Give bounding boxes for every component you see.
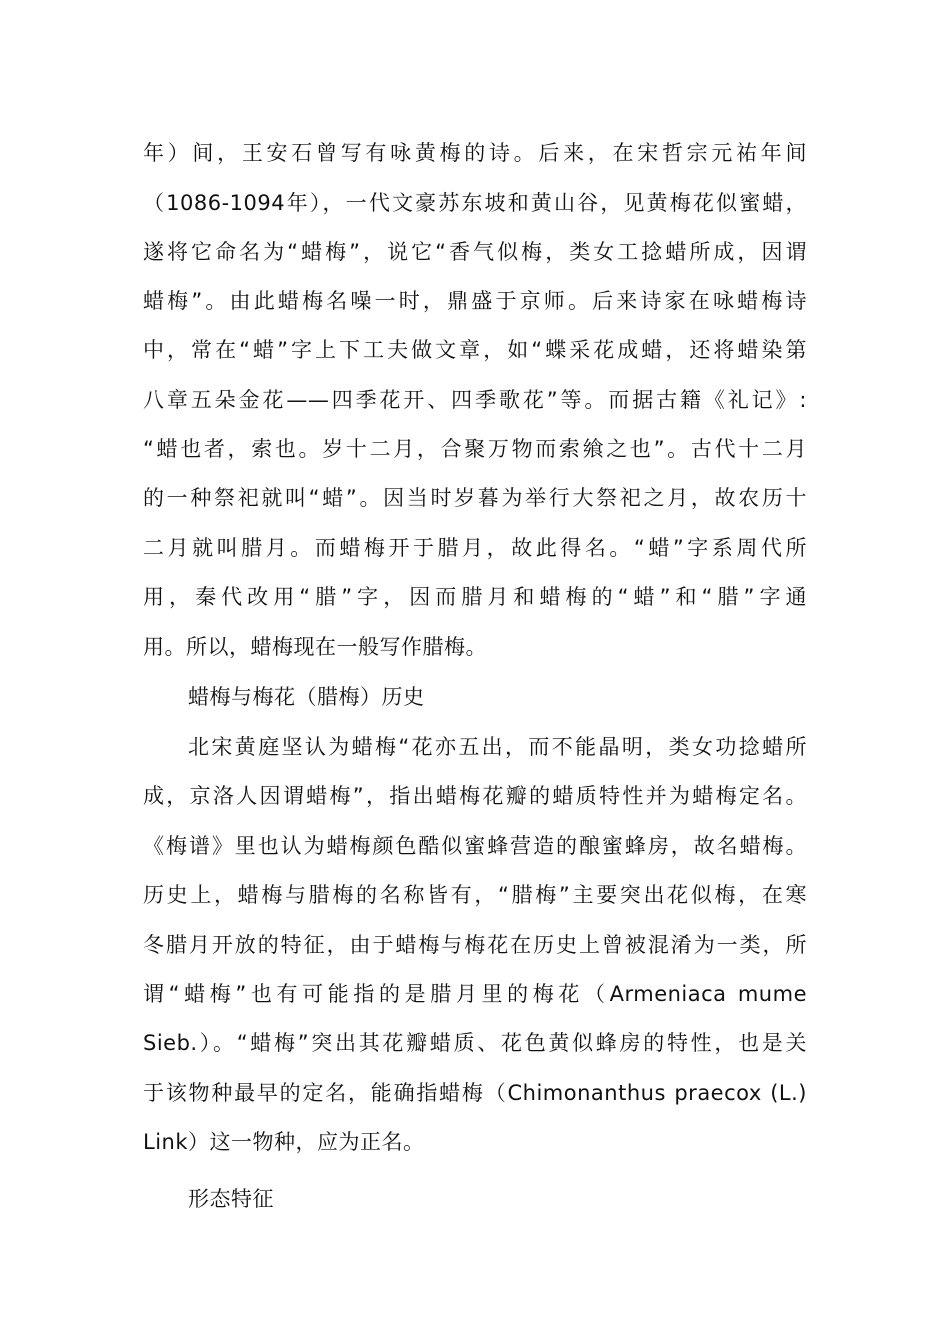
paragraph-1-line-5: 中，常在“蜡”字上下工夫做文章，如“蝶采花成蜡，还将蜡染第 [143, 338, 807, 362]
paragraph-1-line-11: 用。所以，蜡梅现在一般写作腊梅。 [143, 635, 487, 659]
section-heading-history: 蜡梅与梅花（腊梅）历史 [188, 685, 425, 709]
paragraph-1-line-6: 八章五朵金花——四季花开、四季歌花”等。而据古籍《礼记》: [143, 388, 807, 412]
paragraph-2-line-5: 冬腊月开放的特征，由于蜡梅与梅花在历史上曾被混淆为一类，所 [143, 933, 807, 957]
paragraph-1-line-2: （1086-1094年），一代文豪苏东坡和黄山谷，见黄梅花似蜜蜡， [143, 191, 807, 215]
paragraph-2-line-7: Sieb.）。“蜡梅”突出其花瓣蜡质、花色黄似蜂房的特性，也是关 [143, 1031, 807, 1055]
paragraph-2-line-9: Link）这一物种，应为正名。 [143, 1130, 425, 1154]
paragraph-1-line-1: 年）间，王安石曾写有咏黄梅的诗。后来，在宋哲宗元祐年间 [143, 141, 807, 165]
paragraph-1-line-4: 蜡梅”。由此蜡梅名噪一时，鼎盛于京师。后来诗家在咏蜡梅诗 [143, 289, 807, 313]
paragraph-1-line-7: “蜡也者，索也。岁十二月，合聚万物而索飨之也”。古代十二月 [143, 437, 807, 461]
paragraph-1-line-9: 二月就叫腊月。而蜡梅开于腊月，故此得名。“蜡”字系周代所 [143, 536, 807, 560]
paragraph-2-line-4: 历史上，蜡梅与腊梅的名称皆有，“腊梅”主要突出花似梅，在寒 [143, 883, 807, 907]
paragraph-2-line-2: 成，京洛人因谓蜡梅”，指出蜡梅花瓣的蜡质特性并为蜡梅定名。 [143, 784, 807, 808]
paragraph-2-line-6: 谓“蜡梅”也有可能指的是腊月里的梅花（Armeniaca mume [143, 982, 807, 1006]
paragraph-2-line-3: 《梅谱》里也认为蜡梅颜色酷似蜜蜂营造的酿蜜蜂房，故名蜡梅。 [143, 834, 807, 858]
paragraph-1-line-3: 遂将它命名为“蜡梅”，说它“香气似梅，类女工捻蜡所成，因谓 [143, 240, 807, 264]
paragraph-1-line-8: 的一种祭祀就叫“蜡”。因当时岁暮为举行大祭祀之月，故农历十 [143, 486, 807, 510]
section-heading-morphology: 形态特征 [188, 1187, 274, 1211]
paragraph-2-line-8: 于该物种最早的定名，能确指蜡梅（Chimonanthus praecox (L.) [143, 1081, 807, 1105]
paragraph-1-line-10: 用，秦代改用“腊”字，因而腊月和蜡梅的“蜡”和“腊”字通 [143, 585, 807, 609]
paragraph-2-line-1: 北宋黄庭坚认为蜡梅“花亦五出，而不能晶明，类女功捻蜡所 [188, 735, 807, 759]
